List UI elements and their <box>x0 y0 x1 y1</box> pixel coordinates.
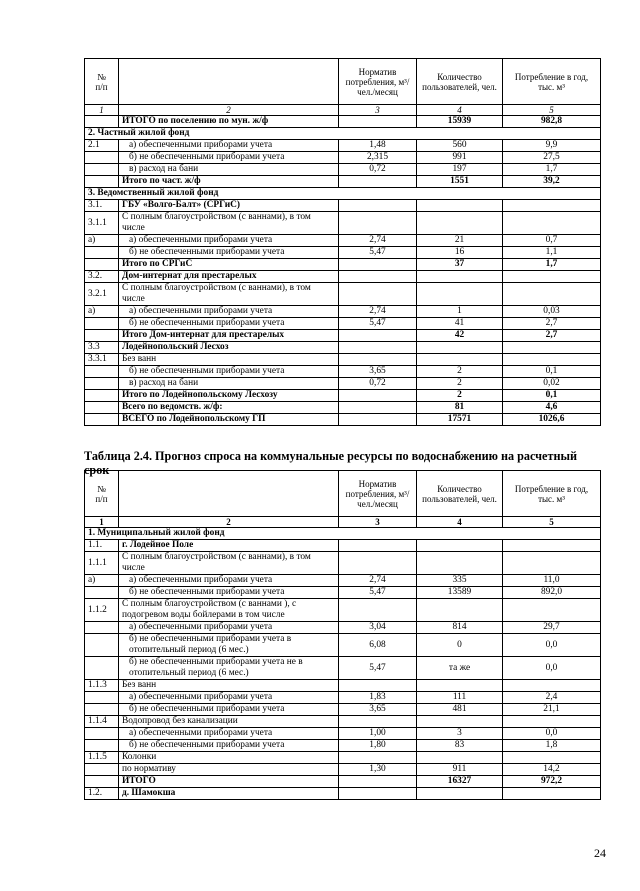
cell-num: 1.1. <box>85 540 119 552</box>
column-index-row <box>85 105 601 116</box>
cell-num <box>85 330 119 342</box>
cell-consumption: 9,9 <box>503 140 601 152</box>
cell-consumption <box>503 342 601 354</box>
cell-users <box>417 342 503 354</box>
cell-users: 81 <box>417 402 503 414</box>
header-num: № п/п <box>85 59 119 105</box>
cell-name: б) не обеспеченными приборами учета <box>119 318 339 330</box>
cell-name: С полным благоустройством (с ваннами), в том числе <box>119 212 339 235</box>
column-index-1: 1 <box>85 517 119 528</box>
cell-num <box>85 390 119 402</box>
column-index-row <box>85 517 601 528</box>
cell-users: 197 <box>417 164 503 176</box>
cell-num: 3.3 <box>85 342 119 354</box>
cell-consumption <box>503 283 601 306</box>
table-row <box>85 764 601 776</box>
header-users: Количество пользователей, чел. <box>417 471 503 517</box>
column-index-3: 3 <box>339 105 417 116</box>
cell-norm <box>339 354 417 366</box>
cell-consumption: 0,0 <box>503 728 601 740</box>
cell-users: 481 <box>417 704 503 716</box>
cell-name: по нормативу <box>119 764 339 776</box>
table-row <box>85 622 601 634</box>
cell-norm <box>339 540 417 552</box>
cell-name: г. Лодейное Поле <box>119 540 339 552</box>
cell-name: Без ванн <box>119 680 339 692</box>
cell-name: Итого по Лодейнопольскому Лесхозу <box>119 390 339 402</box>
table-row <box>85 552 601 575</box>
cell-name: ВСЕГО по Лодейнопольскому ГП <box>119 414 339 426</box>
header-name <box>119 59 339 105</box>
cell-name: Лодейнопольский Лесхоз <box>119 342 339 354</box>
cell-users: 0 <box>417 634 503 657</box>
table-row <box>85 402 601 414</box>
table-row <box>85 212 601 235</box>
cell-norm <box>339 342 417 354</box>
cell-users <box>417 354 503 366</box>
cell-users <box>417 716 503 728</box>
cell-name: С полным благоустройством (с ваннами), в том числе <box>119 552 339 575</box>
cell-users: 16 <box>417 247 503 259</box>
table-row <box>85 692 601 704</box>
cell-num: 1.1.5 <box>85 752 119 764</box>
cell-consumption: 1,7 <box>503 259 601 271</box>
cell-num <box>85 247 119 259</box>
cell-norm: 2,74 <box>339 575 417 587</box>
cell-norm <box>339 752 417 764</box>
section-heading: 1. Муниципальный жилой фонд <box>85 528 601 540</box>
cell-users: 991 <box>417 152 503 164</box>
cell-num <box>85 259 119 271</box>
cell-norm <box>339 680 417 692</box>
cell-consumption: 0,1 <box>503 366 601 378</box>
cell-num <box>85 622 119 634</box>
cell-consumption: 21,1 <box>503 704 601 716</box>
cell-name: ГБУ «Волго-Балт» (СРГиС) <box>119 200 339 212</box>
cell-norm: 1,48 <box>339 140 417 152</box>
cell-users <box>417 788 503 800</box>
column-index-4: 4 <box>417 517 503 528</box>
cell-users: та же <box>417 657 503 680</box>
cell-norm: 3,65 <box>339 704 417 716</box>
cell-num: 1.1.3 <box>85 680 119 692</box>
cell-num <box>85 728 119 740</box>
cell-consumption: 982,8 <box>503 116 601 128</box>
cell-norm <box>339 116 417 128</box>
cell-consumption <box>503 716 601 728</box>
table-row <box>85 176 601 188</box>
cell-consumption: 0,1 <box>503 390 601 402</box>
cell-num: 1.1.4 <box>85 716 119 728</box>
cell-users: 560 <box>417 140 503 152</box>
cell-name: Всего по ведомств. ж/ф: <box>119 402 339 414</box>
cell-users: 17571 <box>417 414 503 426</box>
cell-name: б) не обеспеченными приборами учета в отопительный период (6 мес.) <box>119 634 339 657</box>
cell-name: Без ванн <box>119 354 339 366</box>
column-index-2: 2 <box>119 517 339 528</box>
cell-consumption: 0,0 <box>503 657 601 680</box>
table-row <box>85 200 601 212</box>
cell-num: 3.2. <box>85 271 119 283</box>
cell-norm <box>339 599 417 622</box>
cell-norm <box>339 271 417 283</box>
cell-name: в) расход на бани <box>119 378 339 390</box>
cell-name: б) не обеспеченными приборами учета <box>119 704 339 716</box>
cell-norm: 2,315 <box>339 152 417 164</box>
header-norm: Норматив потребления, м³/чел./месяц <box>339 59 417 105</box>
cell-users <box>417 271 503 283</box>
cell-norm <box>339 776 417 788</box>
cell-consumption: 1026,6 <box>503 414 601 426</box>
cell-num <box>85 657 119 680</box>
cell-consumption: 1,1 <box>503 247 601 259</box>
cell-name: Дом-интернат для престарелых <box>119 271 339 283</box>
cell-users: 3 <box>417 728 503 740</box>
table-row <box>85 283 601 306</box>
cell-name: б) не обеспеченными приборами учета <box>119 587 339 599</box>
cell-num: 3.1.1 <box>85 212 119 235</box>
table-row <box>85 587 601 599</box>
cell-num <box>85 776 119 788</box>
cell-num <box>85 152 119 164</box>
cell-num: 2.1 <box>85 140 119 152</box>
column-index-5: 5 <box>503 105 601 116</box>
cell-name: а) обеспеченными приборами учета <box>119 575 339 587</box>
cell-consumption: 27,5 <box>503 152 601 164</box>
cell-num: а) <box>85 306 119 318</box>
cell-num: 1.2. <box>85 788 119 800</box>
cell-name: а) обеспеченными приборами учета <box>119 140 339 152</box>
cell-norm: 1,80 <box>339 740 417 752</box>
cell-users <box>417 599 503 622</box>
cell-users: 15939 <box>417 116 503 128</box>
header-users: Количество пользователей, чел. <box>417 59 503 105</box>
cell-users: 814 <box>417 622 503 634</box>
header-name <box>119 471 339 517</box>
cell-num: а) <box>85 235 119 247</box>
cell-consumption: 1,8 <box>503 740 601 752</box>
table-row <box>85 788 601 800</box>
table-row <box>85 235 601 247</box>
cell-norm: 2,74 <box>339 235 417 247</box>
cell-norm: 6,08 <box>339 634 417 657</box>
column-index-4: 4 <box>417 105 503 116</box>
cell-norm: 0,72 <box>339 378 417 390</box>
cell-norm: 2,74 <box>339 306 417 318</box>
cell-name: б) не обеспеченными приборами учета не в отопительный период (6 мес.) <box>119 657 339 680</box>
cell-num <box>85 366 119 378</box>
cell-norm <box>339 259 417 271</box>
table-row <box>85 366 601 378</box>
table-row <box>85 330 601 342</box>
cell-num: а) <box>85 575 119 587</box>
cell-users <box>417 212 503 235</box>
cell-norm: 3,65 <box>339 366 417 378</box>
cell-name: б) не обеспеченными приборами учета <box>119 366 339 378</box>
cell-consumption: 0,7 <box>503 235 601 247</box>
cell-num <box>85 414 119 426</box>
cell-norm <box>339 402 417 414</box>
cell-norm <box>339 283 417 306</box>
table-row <box>85 540 601 552</box>
cell-name: б) не обеспеченными приборами учета <box>119 247 339 259</box>
table-row <box>85 164 601 176</box>
section-heading: 3. Ведомственный жилой фонд <box>85 188 601 200</box>
table-row <box>85 704 601 716</box>
cell-num <box>85 116 119 128</box>
cell-consumption <box>503 354 601 366</box>
header-consumption: Потребление в год, тыс. м³ <box>503 471 601 517</box>
cell-num <box>85 587 119 599</box>
cell-num <box>85 692 119 704</box>
cell-users: 16327 <box>417 776 503 788</box>
cell-users: 2 <box>417 366 503 378</box>
table-row <box>85 414 601 426</box>
cell-users <box>417 552 503 575</box>
cell-num: 3.3.1 <box>85 354 119 366</box>
table-row <box>85 306 601 318</box>
cell-num <box>85 764 119 776</box>
table-row <box>85 152 601 164</box>
cell-norm: 5,47 <box>339 247 417 259</box>
column-index-5: 5 <box>503 517 601 528</box>
table-row <box>85 354 601 366</box>
cell-users: 2 <box>417 378 503 390</box>
cell-users: 37 <box>417 259 503 271</box>
table-row <box>85 716 601 728</box>
table-header-row <box>85 471 601 517</box>
cell-users <box>417 200 503 212</box>
cell-norm: 0,72 <box>339 164 417 176</box>
table-row <box>85 599 601 622</box>
table-row <box>85 378 601 390</box>
table-row <box>85 247 601 259</box>
cell-consumption: 11,0 <box>503 575 601 587</box>
cell-users: 1 <box>417 306 503 318</box>
cell-name: Итого Дом-интернат для престарелых <box>119 330 339 342</box>
cell-num <box>85 634 119 657</box>
cell-users <box>417 680 503 692</box>
cell-norm <box>339 212 417 235</box>
table-row <box>85 752 601 764</box>
section-heading: 2. Частный жилой фонд <box>85 128 601 140</box>
cell-consumption: 4,6 <box>503 402 601 414</box>
header-num: № п/п <box>85 471 119 517</box>
cell-consumption: 2,7 <box>503 318 601 330</box>
cell-name: ИТОГО по поселению по мун. ж/ф <box>119 116 339 128</box>
table-2-4-title: Таблица 2.4. Прогноз спроса на коммунальные ресурсы по водоснабжению на расчетный срок <box>84 449 578 477</box>
table-header-row <box>85 59 601 105</box>
cell-num <box>85 164 119 176</box>
header-norm: Норматив потребления, м³/чел./месяц <box>339 471 417 517</box>
cell-name: С полным благоустройством (с ваннами), в том числе <box>119 283 339 306</box>
table-row <box>85 128 601 140</box>
header-consumption: Потребление в год, тыс. м³ <box>503 59 601 105</box>
cell-norm: 1,30 <box>339 764 417 776</box>
table-row <box>85 680 601 692</box>
table-row <box>85 390 601 402</box>
cell-num: 1.1.1 <box>85 552 119 575</box>
cell-consumption <box>503 599 601 622</box>
table-row <box>85 575 601 587</box>
cell-name: Колонки <box>119 752 339 764</box>
cell-name: ИТОГО <box>119 776 339 788</box>
cell-users: 111 <box>417 692 503 704</box>
cell-name: а) обеспеченными приборами учета <box>119 622 339 634</box>
cell-users: 335 <box>417 575 503 587</box>
cell-consumption: 972,2 <box>503 776 601 788</box>
cell-consumption <box>503 552 601 575</box>
cell-num <box>85 378 119 390</box>
table-row <box>85 528 601 540</box>
cell-users: 911 <box>417 764 503 776</box>
cell-name: Итого по част. ж/ф <box>119 176 339 188</box>
table-row <box>85 740 601 752</box>
cell-users: 83 <box>417 740 503 752</box>
table-row <box>85 271 601 283</box>
cell-consumption: 0,02 <box>503 378 601 390</box>
cell-norm: 3,04 <box>339 622 417 634</box>
cell-num <box>85 402 119 414</box>
cell-num: 3.2.1 <box>85 283 119 306</box>
cell-consumption <box>503 752 601 764</box>
cell-consumption: 0,0 <box>503 634 601 657</box>
cell-users: 41 <box>417 318 503 330</box>
cell-name: а) обеспеченными приборами учета <box>119 728 339 740</box>
cell-users: 42 <box>417 330 503 342</box>
cell-norm: 5,47 <box>339 318 417 330</box>
cell-num <box>85 176 119 188</box>
table-row <box>85 657 601 680</box>
cell-users <box>417 283 503 306</box>
page-number: 24 <box>594 846 606 860</box>
cell-norm <box>339 414 417 426</box>
cell-consumption: 892,0 <box>503 587 601 599</box>
cell-name: Водопровод без канализации <box>119 716 339 728</box>
table-row <box>85 776 601 788</box>
table-row <box>85 116 601 128</box>
cell-consumption: 29,7 <box>503 622 601 634</box>
cell-num: 3.1. <box>85 200 119 212</box>
cell-num <box>85 704 119 716</box>
cell-users <box>417 540 503 552</box>
cell-users <box>417 752 503 764</box>
consumption-table-1 <box>84 58 601 426</box>
cell-name: С полным благоустройством (с ваннами ), с подогревом воды бойлерами в том числе <box>119 599 339 622</box>
cell-num <box>85 740 119 752</box>
cell-norm: 5,47 <box>339 657 417 680</box>
cell-name: Итого по СРГиС <box>119 259 339 271</box>
table-row <box>85 318 601 330</box>
cell-norm <box>339 200 417 212</box>
cell-consumption: 0,03 <box>503 306 601 318</box>
cell-norm <box>339 788 417 800</box>
cell-consumption <box>503 200 601 212</box>
cell-norm: 5,47 <box>339 587 417 599</box>
cell-norm <box>339 330 417 342</box>
cell-norm <box>339 552 417 575</box>
table-row <box>85 342 601 354</box>
cell-consumption <box>503 540 601 552</box>
cell-norm: 1,00 <box>339 728 417 740</box>
cell-name: д. Шамокша <box>119 788 339 800</box>
cell-consumption: 39,2 <box>503 176 601 188</box>
column-index-3: 3 <box>339 517 417 528</box>
consumption-table-2 <box>84 470 601 800</box>
cell-name: а) обеспеченными приборами учета <box>119 235 339 247</box>
cell-consumption <box>503 788 601 800</box>
cell-consumption <box>503 271 601 283</box>
table-row <box>85 140 601 152</box>
cell-consumption: 14,2 <box>503 764 601 776</box>
cell-name: в) расход на бани <box>119 164 339 176</box>
table-row <box>85 188 601 200</box>
cell-name: а) обеспеченными приборами учета <box>119 692 339 704</box>
cell-norm <box>339 716 417 728</box>
cell-norm <box>339 390 417 402</box>
table-row <box>85 634 601 657</box>
column-index-2: 2 <box>119 105 339 116</box>
cell-num <box>85 318 119 330</box>
cell-name: б) не обеспеченными приборами учета <box>119 152 339 164</box>
cell-norm <box>339 176 417 188</box>
column-index-1: 1 <box>85 105 119 116</box>
cell-consumption <box>503 680 601 692</box>
cell-num: 1.1.2 <box>85 599 119 622</box>
cell-consumption: 1,7 <box>503 164 601 176</box>
table-row <box>85 728 601 740</box>
cell-norm: 1,83 <box>339 692 417 704</box>
cell-users: 13589 <box>417 587 503 599</box>
cell-name: а) обеспеченными приборами учета <box>119 306 339 318</box>
cell-users: 1551 <box>417 176 503 188</box>
table-row <box>85 259 601 271</box>
cell-consumption <box>503 212 601 235</box>
cell-users: 21 <box>417 235 503 247</box>
cell-users: 2 <box>417 390 503 402</box>
cell-consumption: 2,7 <box>503 330 601 342</box>
cell-name: б) не обеспеченными приборами учета <box>119 740 339 752</box>
cell-consumption: 2,4 <box>503 692 601 704</box>
